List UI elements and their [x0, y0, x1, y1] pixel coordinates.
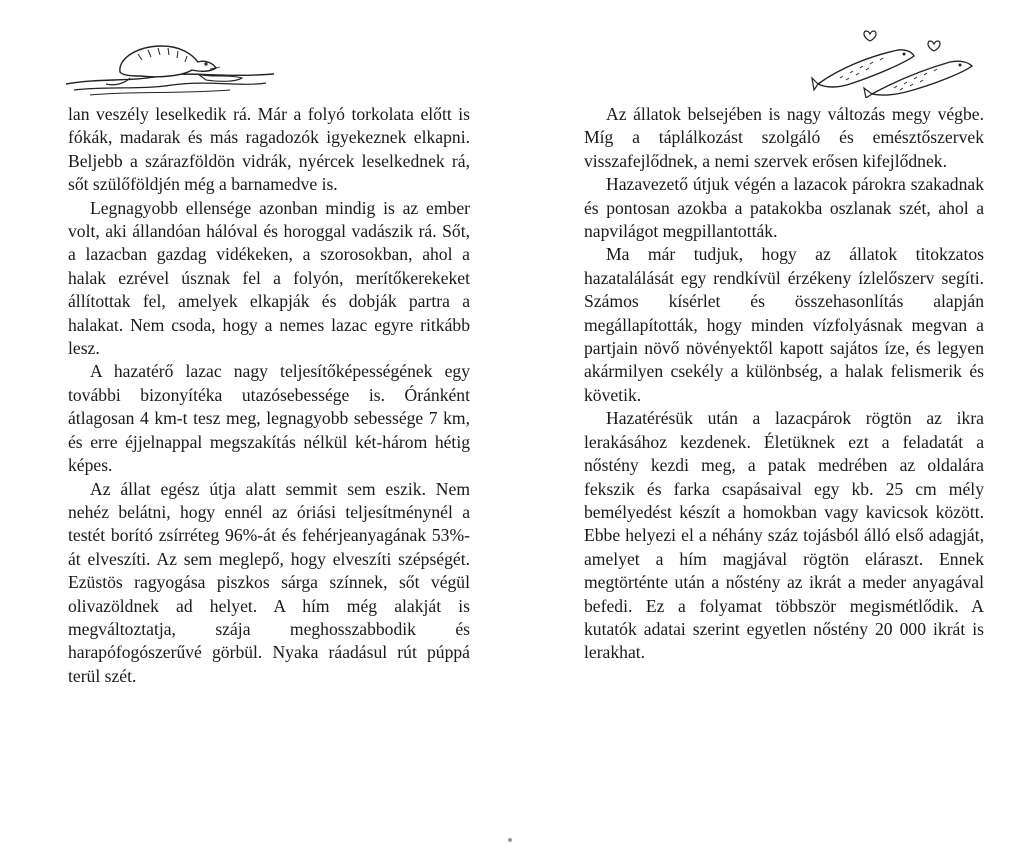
paragraph: Ma már tudjuk, hogy az állatok titokzatos hazatalálását egy rendkívül érzékeny ízlelőszerv segíti. Számos kísérlet és összehasonlítás alapján megállapították, hogy minden vízfolyásnak megvan a partjain növő növényektől kapott sajátos íze, és legyen akármilyen csekély a különbség, a halak felismerik és követik. — [584, 244, 984, 405]
right-page — [510, 0, 1020, 851]
otter-icon — [60, 38, 280, 98]
paragraph: A hazatérő lazac nagy teljesítőképességének egy további bizonyítéka utazósebessége is. Óránként átlagosan 4 km-t tesz meg, legnagyobb sebessége 7 km, és erre éjjelnappal megszakítás nélkül két-három hétig képes. — [68, 361, 470, 476]
left-text-column — [68, 103, 470, 688]
right-text-column — [584, 103, 984, 665]
paragraph: Legnagyobb ellensége azonban mindig is az ember volt, aki állandóan hálóval és horoggal vadászik rá. Sőt, a lazacban gazdag vidékeken, a szorosokban, ahol a halak ezrével úsznak fel a folyón, merítőkerekeket állítottak fel, amelyek elkapják és dobják partra a halakat. Nem csoda, hogy a nemes lazac egyre ritkább lesz. — [68, 197, 470, 359]
gutter-mark — [508, 838, 512, 842]
paragraph: Hazatérésük után a lazacpárok rögtön az ikra lerakásához kezdenek. Életüknek ezt a feladatát a nőstény kezdi meg, a patak medrében az oldalára fekszik és farka csapásaival egy kb. 25 cm mély bemélyedést készít a homokban vagy kavicsok között. Ebbe helyezi el a néhány száz tojásból álló első adagját, amelyet a hím magjával rögtön eláraszt. Ennek megtörténte után a nőstény az ikrát a meder anyagával befedi. Ez a folyamat többször megismétlődik. A kutatók adatai szerint egyetlen nőstény 20 000 ikrát is lerakhat. — [584, 408, 984, 663]
paragraph: Hazavezető útjuk végén a lazacok párokra szakadnak és pontosan azokba a patakokba oszlanak szét, ahol a napvilágot megpillantották. — [584, 174, 984, 242]
paragraph: Az állatok belsejében is nagy változás megy végbe. Míg a táplálkozást szolgáló és emésztőszervek visszafejlődnek, a nemi szervek erősen kifejlődnek. — [584, 104, 984, 171]
salmon-pair-icon — [810, 28, 990, 98]
paragraph: lan veszély leselkedik rá. Már a folyó torkolata előtt is fókák, madarak és más ragadozók igyekeznek elkapni. Beljebb a szárazföldön vidrák, nyércek leselkednek rá, sőt szülőföldjén még a barnamedve is. — [68, 104, 470, 195]
paragraph: Az állat egész útja alatt semmit sem eszik. Nem nehéz belátni, hogy ennél az óriási teljesítménynél a testét borító zsírréteg 96%-át és fehérjeanyagának 53%-át elveszíti. Az sem meglepő, hogy elveszíti szépségét. Ezüstös ragyogása piszkos sárga színnek, sőt végül olivazöldnek ad helyet. A hím még alakját is megváltoztatja, szája meghosszabbodik és harapófogószerűvé görbül. Nyaka ráadásul rút púppá terül szét. — [68, 478, 470, 686]
